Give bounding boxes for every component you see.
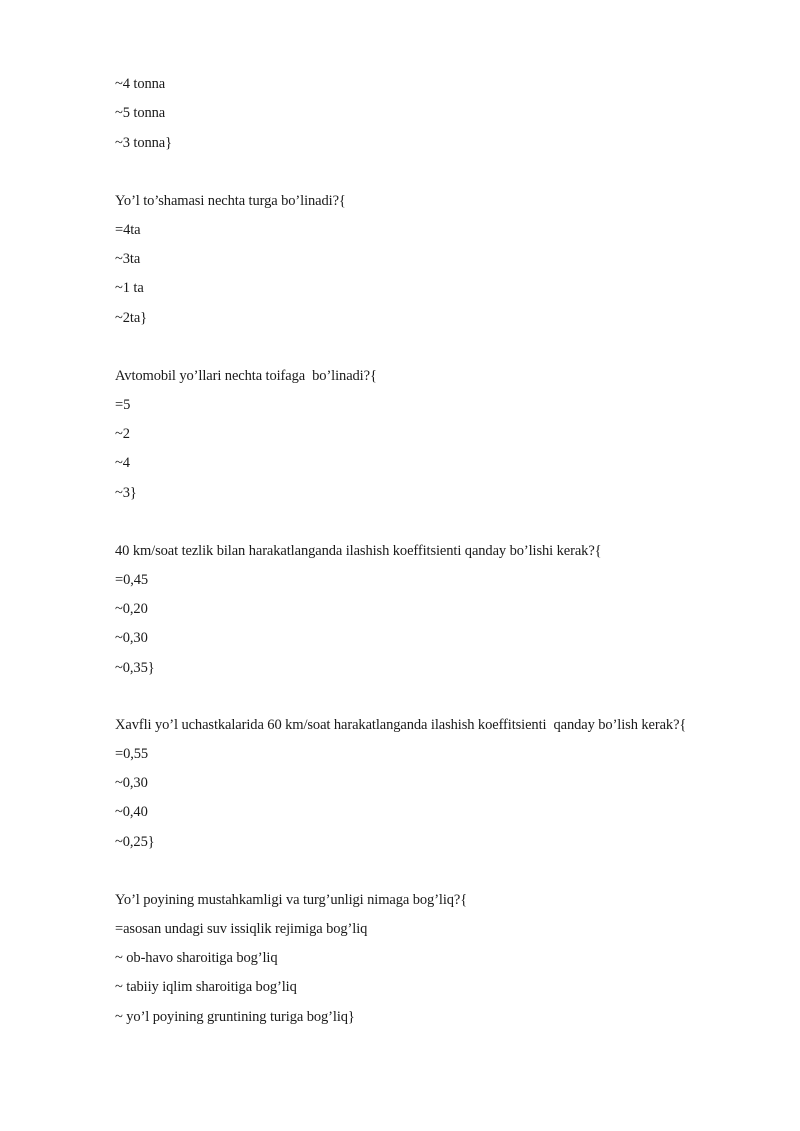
answer-correct: =5 bbox=[115, 397, 131, 413]
answer-option: ~ tabiiy iqlim sharoitiga bog’liq bbox=[115, 979, 297, 995]
answer-correct: =0,55 bbox=[115, 746, 149, 762]
answer-option: ~0,40 bbox=[115, 804, 148, 820]
question-text: Xavfli yo’l uchastkalarida 60 km/soat harakatlanganda ilashish koeffitsienti qanday bo’lish kerak?{ bbox=[115, 717, 687, 733]
answer-correct: =4ta bbox=[115, 222, 141, 238]
answer-correct: =0,45 bbox=[115, 572, 149, 588]
answer-option: ~4 bbox=[115, 455, 130, 471]
answer-option: ~2 bbox=[115, 426, 130, 442]
answer-option: ~1 ta bbox=[115, 280, 144, 296]
answer-option: ~ yo’l poyining gruntining turiga bog’liq} bbox=[115, 1009, 355, 1025]
question-text: Avtomobil yo’llari nechta toifaga bo’linadi?{ bbox=[115, 368, 377, 384]
answer-option: ~0,30 bbox=[115, 630, 148, 646]
answer-option: ~0,35} bbox=[115, 660, 155, 676]
answer-option: ~4 tonna bbox=[115, 76, 166, 92]
answer-option: ~2ta} bbox=[115, 310, 148, 326]
answer-option: ~0,30 bbox=[115, 775, 148, 791]
question-text: Yo’l poyining mustahkamligi va turg’unligi nimaga bog’liq?{ bbox=[115, 892, 468, 908]
answer-option: ~0,25} bbox=[115, 834, 155, 850]
answer-correct: =asosan undagi suv issiqlik rejimiga bog’liq bbox=[115, 921, 368, 937]
answer-option: ~5 tonna bbox=[115, 105, 166, 121]
answer-option: ~3ta bbox=[115, 251, 141, 267]
question-text: Yo’l to’shamasi nechta turga bo’linadi?{ bbox=[115, 193, 346, 209]
answer-option: ~3 tonna} bbox=[115, 135, 172, 151]
question-text: 40 km/soat tezlik bilan harakatlanganda ilashish koeffitsienti qanday bo’lishi kerak?{ bbox=[115, 543, 602, 559]
answer-option: ~0,20 bbox=[115, 601, 148, 617]
answer-option: ~ ob-havo sharoitiga bog’liq bbox=[115, 950, 278, 966]
answer-option: ~3} bbox=[115, 485, 137, 501]
